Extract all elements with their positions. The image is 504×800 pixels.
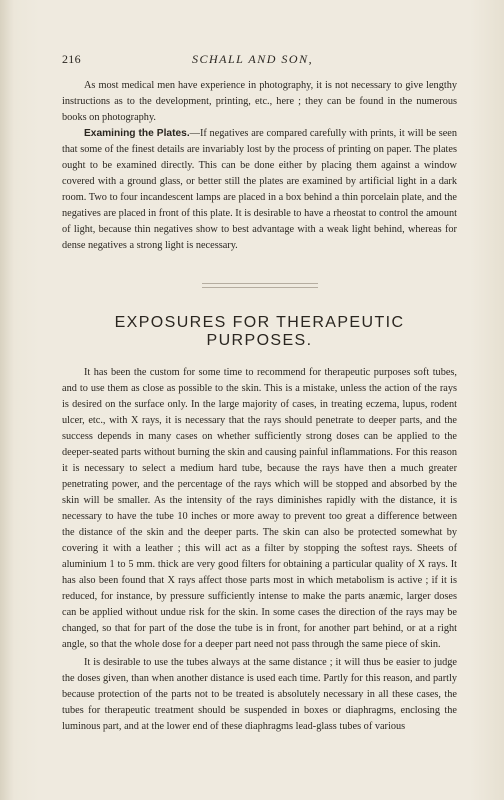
page-number: 216: [62, 52, 81, 66]
section-title: EXPOSURES FOR THERAPEUTIC PURPOSES.: [114, 314, 405, 349]
intro-paragraph: As most medical men have experience in photography, it is not necessary to give lengthy instructions as to the development, printing, etc., here ; they can be found in the numerous books on photography.: [62, 80, 457, 123]
running-head: SCHALL AND SON,: [192, 52, 314, 66]
therapeutic-paragraph-1: It has been the custom for some time to recommend for therapeutic purposes soft tubes, and to use them as close as possible to the skin. This is a mistake, unless the action of the rays is desired on the surface only. In the large majority of cases, in treating eczema, lupus, rodent ulcer, etc., with X rays, it is necessary that the rays should penetrate to deeper parts, and the success depends in many cases on whether sufficiently strong doses can be applied to the deeper-seated parts without burning the skin and causing painful inflammations. For this reason it is necessary to select a medium hard tube, because the rays have then a much greater penetrating power, and the percentage of the rays which will be stopped and absorbed by the skin will be smaller. As the intensity of the rays diminishes rapidly with the distance, it is necessary to have the tube 10 inches or more away to prevent too great a difference between the distance of the skin and the deeper parts. The skin can also be protected somewhat by covering it with a leather ; this will act as a filter by stopping the softest rays. Sheets of aluminium 1 to 5 mm. thick are very good filters for obtaining a particular quality of X rays. It has also been found that X rays affect those parts most in which metabolism is active ; if it is reduced, for instance, by pressure sufficiently intense to make the parts anæmic, larger doses can be applied without undue risk for the skin. In some cases the direction of the rays may be changed, so that for part of the dose the tube is in front, for another part behind, or at a right angle, so that the whole dose for a deeper part need not pass through the same piece of skin.: [62, 367, 457, 650]
page-header: [62, 52, 457, 68]
examining-plates-heading: Examining the Plates.: [84, 128, 190, 139]
page-content: [62, 78, 457, 735]
section-divider: [202, 283, 318, 288]
examining-plates-paragraph: [62, 126, 457, 254]
therapeutic-paragraph-2: It is desirable to use the tubes always at the same distance ; it will thus be easier to judge the doses given, than when another distance is used each time. Partly for this reason, and partly because protection of the parts not to be treated is absolutely necessary in all these cases, the tubes for therapeutic treatment should be suspended in boxes or diaphragms, enclosing the luminous part, and at the lower end of these diaphragms lead-glass tubes of various: [62, 657, 457, 732]
examining-plates-text: —If negatives are compared carefully with prints, it will be seen that some of the finest details are invariably lost by the process of printing on paper. The plates ought to be examined directly. This can be done either by placing them against a window covered with a ground glass, or better still the plates are examined by artificial light in a dark room. Two to four incandescent lamps are placed in a box behind a thin porcelain plate, and the negatives are placed in front of this plate. It is desirable to have a rheostat to control the amount of light, because thin negatives show to best advantage with a weak light behind, whereas for dense negatives a strong light is necessary.: [62, 128, 457, 251]
